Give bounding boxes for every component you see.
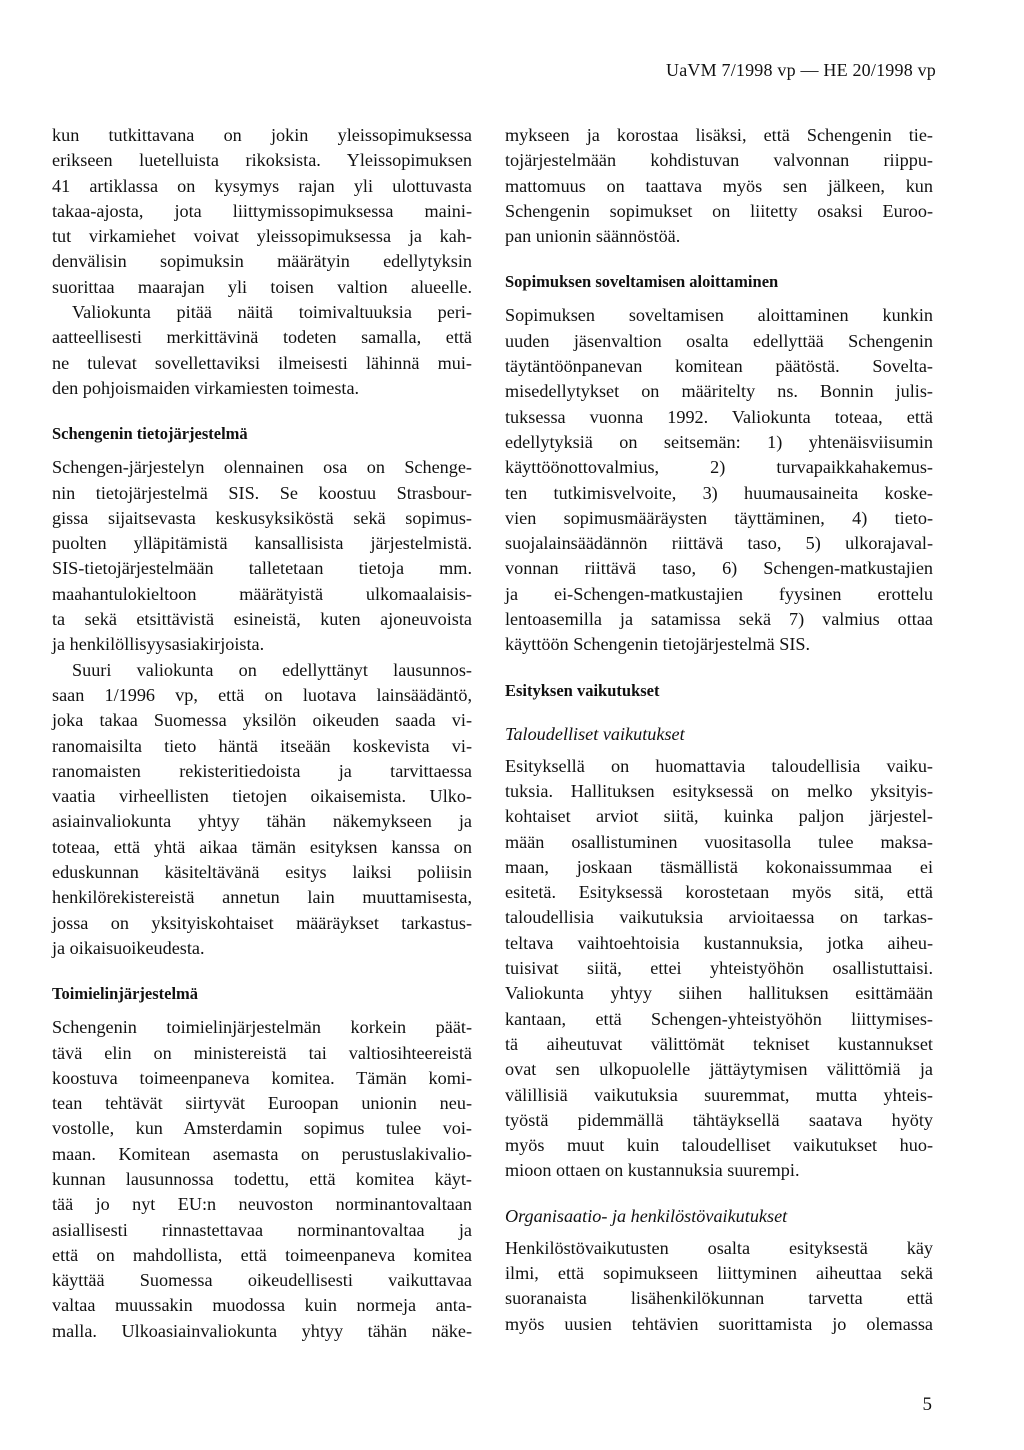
paragraph [52,1015,472,1344]
section-heading-toimielinjarjestelma: Toimielinjärjestelmä [52,984,199,1004]
text-line: ja ei-Schengen-matkustajien fyysinen erottelu [505,583,933,604]
text-line: lentoasemilla ja satamissa sekä 7) valmius ottaa [505,609,933,630]
text-line: täytäntöönpanevan komitean päätöstä. Sovelta- [505,356,933,377]
text-line: ja oikaisuoikeudesta. [52,937,205,958]
text-line: teltava vaihtoehtoisia kustannuksia, jotka aiheu- [505,932,933,953]
text-line: Schengenin toimielinjärjestelmän korkein päät- [52,1017,472,1038]
text-line: käyttöön Schengenin tietojärjestelmä SIS. [505,634,811,655]
text-line: ta sekä etsittävistä esineistä, kuten ajoneuvoista [52,609,472,630]
text-line: maan. Komitean asemasta on perustuslakivalio- [52,1143,472,1164]
paragraph [52,123,472,300]
text-line: valtaa muussakin muodossa kuin normeja anta- [52,1295,472,1316]
text-line: puolten ylläpitämistä kansallisista järjestelmistä. [52,533,472,554]
text-line: välillisiä vaikutuksia suuremmat, mutta yhteis- [505,1084,933,1105]
paragraph [505,303,933,657]
text-line: myös uusien tehtävien suorittamista jo olemassa [505,1313,933,1334]
text-line: tä aiheutuvat välittömät tekniset kustannukset [505,1033,933,1054]
text-line: kun tutkittavana on jokin yleissopimuksessa [52,125,472,145]
text-line: maahantulokieltoon määrätyistä ulkomaalaisis- [52,583,472,604]
text-line: suojalainsäädännön riittävä taso, 5) ulkorajaval- [505,533,933,554]
section-heading-tietojarjestelma: Schengenin tietojärjestelmä [52,424,248,444]
text-line: saan 1/1996 vp, että on luotava lainsäädäntö, [52,684,472,705]
paragraph [52,658,472,962]
text-line: Valiokunta pitää näitä toimivaltuuksia peri- [72,302,472,323]
page-number: 5 [922,1394,932,1415]
text-line: joka takaa Suomessa yksilön oikeuden saada vi- [52,710,472,731]
text-line: vostolle, kun Amsterdamin sopimus tulee voi- [52,1118,472,1139]
text-line: toteaa, että yhtä aikaa tämän esityksen kanssa on [52,836,472,857]
text-line: vonnan riittävä taso, 6) Schengen-matkustajien [505,558,933,579]
text-line: vien sopimusmääräysten täyttäminen, 4) tieto- [505,507,933,528]
text-line: erikseen luetelluista rikoksista. Yleissopimuksen [52,150,472,171]
text-line: suoranaista lisähenkilökunnan tarvetta että [505,1288,933,1309]
paragraph [52,300,472,401]
text-line: asiainvaliokunta yhtyy tähän näkemykseen ja [52,811,472,832]
paragraph [52,455,472,657]
text-line: että on mahdollista, että toimeenpaneva komitea [52,1244,472,1265]
text-line: vaatia virheellisten tietojen oikaisemista. Ulko- [52,786,472,807]
text-line: pan unionin säännöstöä. [505,226,681,247]
left-column [52,123,472,1344]
text-line: misedellytykset on määritelty ns. Bonnin julis- [505,381,933,402]
text-line: kantaan, että Schengen-yhteistyöhön liittymises- [505,1008,933,1029]
text-line: kunnan lausunnossa todettu, että komitea käyt- [52,1168,472,1189]
text-line: suorittaa maarajan yli toisen valtion alueelle. [52,276,472,297]
text-line: jossa on yksityiskohtaiset määräykset tarkastus- [52,912,472,933]
text-line: ranomaisilta tieto häntä itseään koskevista vi- [52,735,472,756]
text-line: mään osallistuminen vuositasolla tulee maksa- [505,831,933,852]
text-line: Valiokunta yhtyy siihen hallituksen esittämään [505,983,933,1004]
paragraph [505,1236,933,1337]
subheading-taloudelliset: Taloudelliset vaikutukset [505,723,685,744]
text-line: ne tulevat sovellettaviksi ilmeisesti lähinnä mui- [52,352,472,373]
right-column [505,123,933,1337]
text-line: tean tehtävät siirtyvät Euroopan unionin neu- [52,1093,472,1114]
text-line: myös muut kuin taloudelliset vaikutukset huo- [505,1135,933,1156]
text-line: tävä elin on ministereistä tai valtiosihteereistä [52,1042,472,1063]
text-line: työstä pidemmällä tähtäyksellä saatava hyöty [505,1109,933,1130]
paragraph [505,123,933,249]
text-line: taloudellisia vaikutuksia arvioitaessa on tarkas- [505,907,933,928]
text-line: tojärjestelmään kohdistuvan valvonnan riippu- [505,150,933,171]
text-line: aatteellisesti merkittävinä todeten samalla, että [52,327,472,348]
text-line: henkilörekistereistä annetun lain muuttamisesta, [52,887,472,908]
text-line: koostuva toimeenpaneva komitea. Tämän komi- [52,1067,472,1088]
text-line: Esityksellä on huomattavia taloudellisia vaiku- [505,755,933,776]
text-line: ten tutkimisvelvoite, 3) huumausaineita koske- [505,482,933,503]
text-line: eduskunnan käsiteltävänä esitys laiksi poliisin [52,862,472,883]
text-line: tuksessa vuonna 1992. Valiokunta toteaa, että [505,406,933,427]
text-line: tut virkamiehet voivat yleissopimuksessa ja kah- [52,226,472,247]
text-line: nin tietojärjestelmä SIS. Se koostuu Strasbour- [52,482,472,503]
text-line: den pohjoismaiden virkamiesten toimesta. [52,377,360,398]
text-line: käyttöönottovalmius, 2) turvapaikkahakemus- [505,457,933,478]
text-line: gissa sijaitsevasta keskusyksiköstä sekä sopimus- [52,507,472,528]
text-line: kohtaiset arviot siitä, kuinka paljon järjestel- [505,806,933,827]
text-line: SIS-tietojärjestelmään talletetaan tietoja mm. [52,558,472,579]
text-line: käyttää Suomessa oikeudellisesti vaikuttavaa [52,1270,472,1291]
text-line: ovat sen ulkopuolelle jättäytymisen välittömiä ja [505,1059,933,1080]
running-header: UaVM 7/1998 vp — HE 20/1998 vp [666,60,936,80]
text-line: mioon ottaen on kustannuksia suurempi. [505,1160,800,1181]
text-line: uuden jäsenvaltion osalta edellyttää Schengenin [505,330,933,351]
text-line: Sopimuksen soveltamisen aloittaminen kunkin [505,305,933,326]
section-heading-soveltaminen: Sopimuksen soveltamisen aloittaminen [505,272,779,292]
section-heading-vaikutukset: Esityksen vaikutukset [505,680,660,700]
text-line: Schengenin sopimukset on liitetty osaksi Euroo- [505,200,933,221]
text-line: mykseen ja korostaa lisäksi, että Schengenin tie- [505,125,933,145]
text-line: tää jo nyt EU:n neuvoston norminantovaltaan [52,1194,472,1215]
text-line: Henkilöstövaikutusten osalta esityksestä käy [505,1237,933,1258]
text-line: asiallisesti rinnastettavaa norminantovaltaa ja [52,1219,472,1240]
text-line: ilmi, että sopimukseen liittyminen aiheuttaa sekä [505,1262,933,1283]
text-line: mattomuus on taattava myös sen jälkeen, kun [505,175,933,196]
text-line: Schengen-järjestelyn olennainen osa on Schenge- [52,457,472,478]
text-line: denvälisin sopimuksin määrätyin edellytyksin [52,251,472,272]
text-line: ja henkilöllisyysasiakirjoista. [52,634,265,655]
text-line: tuisivat siitä, ettei yhteistyöhön osallistuttaisi. [505,958,933,979]
text-line: malla. Ulkoasiainvaliokunta yhtyy tähän näke- [52,1320,472,1341]
text-line: takaa-ajosta, jota liittymissopimuksessa maini- [52,200,472,221]
subheading-organisaatio: Organisaatio- ja henkilöstövaikutukset [505,1205,788,1226]
text-line: edellytyksiä on seitsemän: 1) yhtenäisviisumin [505,431,933,452]
text-line: maan, joskaan täsmällistä kokonaissummaa ei [505,856,933,877]
text-line: tuksia. Hallituksen esityksessä on melko yksityis- [505,780,933,801]
text-line: esitetä. Esityksessä korostetaan myös sitä, että [505,882,933,903]
text-line: 41 artiklassa on kysymys rajan yli ulottuvasta [52,175,472,196]
text-line: ranomaisten rekisteritiedoista ja tarvittaessa [52,760,472,781]
text-line: Suuri valiokunta on edellyttänyt lausunnos- [72,659,472,680]
paragraph [505,754,933,1184]
